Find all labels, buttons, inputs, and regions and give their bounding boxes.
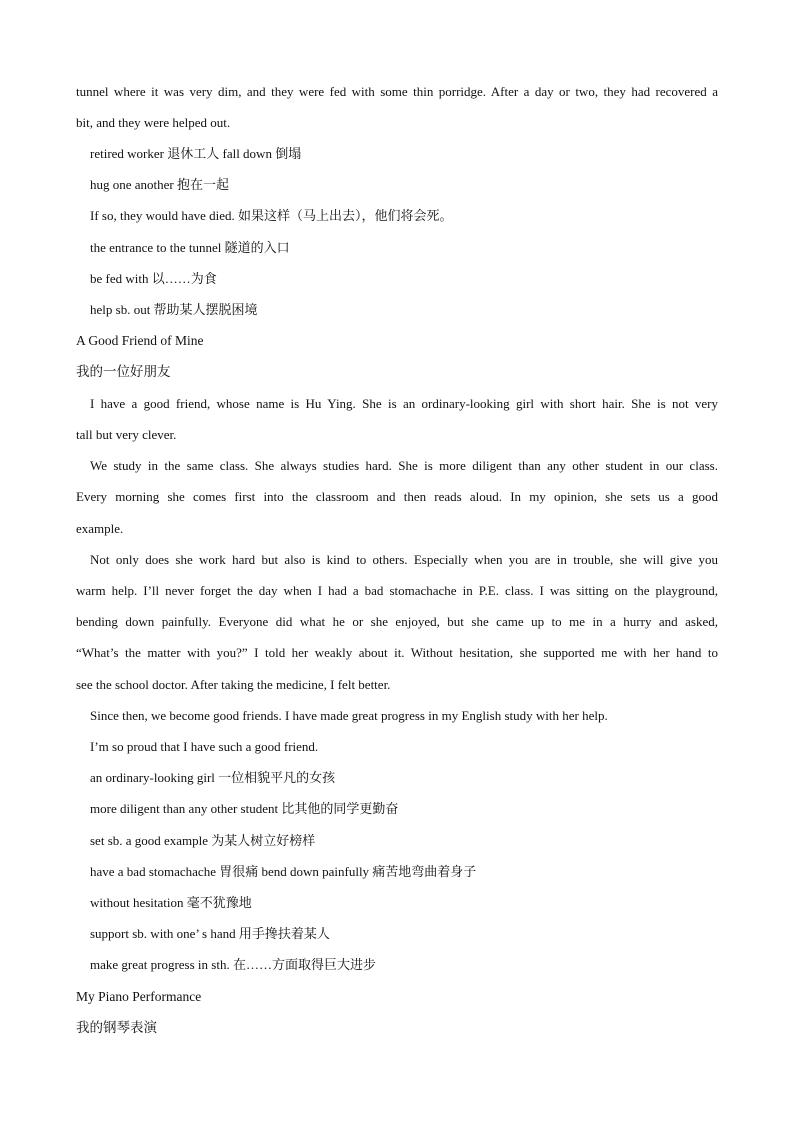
paragraph-line: bit, and they were helped out. bbox=[76, 115, 231, 130]
paragraph-line: I’m so proud that I have such a good friend. bbox=[90, 739, 319, 754]
paragraph-line: tunnel where it was very dim, and they were fed with some thin porridge. After a day or two, they had recovered a bbox=[76, 84, 718, 99]
paragraph-line: tall but very clever. bbox=[76, 427, 177, 442]
paragraph-line: Since then, we become good friends. I have made great progress in my English study with her help. bbox=[90, 708, 608, 723]
paragraph-line: I have a good friend, whose name is Hu Ying. She is an ordinary-looking girl with short hair. She is not very bbox=[90, 396, 718, 411]
vocab-item: be fed with 以……为食 bbox=[90, 271, 217, 286]
vocab-item: If so, they would have died. 如果这样（马上出去），他们将会死。 bbox=[90, 208, 453, 223]
paragraph-line: “What’s the matter with you?” I told her weakly about it. Without hesitation, she supported me with her hand to bbox=[76, 645, 718, 660]
vocab-item: help sb. out 帮助某人摆脱困境 bbox=[90, 302, 258, 317]
vocab-item: retired worker 退休工人 fall down 倒塌 bbox=[90, 146, 302, 161]
paragraph-line: Not only does she work hard but also is kind to others. Especially when you are in trouble, she will give you bbox=[90, 552, 718, 567]
essay-title-chinese: 我的一位好朋友 bbox=[76, 364, 171, 379]
paragraph-line: bending down painfully. Everyone did what he or she enjoyed, but she came up to me in a hurry and asked, bbox=[76, 614, 718, 629]
essay-title-english: A Good Friend of Mine bbox=[76, 333, 204, 348]
vocab-item: have a bad stomachache 胃很痛 bend down painfully 痛苦地弯曲着身子 bbox=[90, 864, 477, 879]
vocab-item: hug one another 抱在一起 bbox=[90, 177, 230, 192]
essay-title-chinese: 我的钢琴表演 bbox=[76, 1020, 157, 1035]
vocab-item: more diligent than any other student 比其他的同学更勤奋 bbox=[90, 801, 399, 816]
paragraph-line: We study in the same class. She always studies hard. She is more diligent than any other student in our class. bbox=[90, 458, 718, 473]
vocab-item: without hesitation 毫不犹豫地 bbox=[90, 895, 252, 910]
vocab-item: support sb. with one’ s hand 用手搀扶着某人 bbox=[90, 926, 330, 941]
essay-title-english: My Piano Performance bbox=[76, 989, 202, 1004]
vocab-item: an ordinary-looking girl 一位相貌平凡的女孩 bbox=[90, 770, 336, 785]
paragraph-line: example. bbox=[76, 521, 124, 536]
paragraph-line: Every morning she comes first into the classroom and then reads aloud. In my opinion, she sets us a good bbox=[76, 489, 718, 504]
paragraph-line: see the school doctor. After taking the medicine, I felt better. bbox=[76, 677, 391, 692]
paragraph-line: warm help. I’ll never forget the day when I had a bad stomachache in P.E. class. I was sitting on the playground, bbox=[76, 583, 718, 598]
vocab-item: set sb. a good example 为某人树立好榜样 bbox=[90, 833, 316, 848]
vocab-item: make great progress in sth. 在……方面取得巨大进步 bbox=[90, 957, 376, 972]
vocab-item: the entrance to the tunnel 隧道的入口 bbox=[90, 240, 290, 255]
